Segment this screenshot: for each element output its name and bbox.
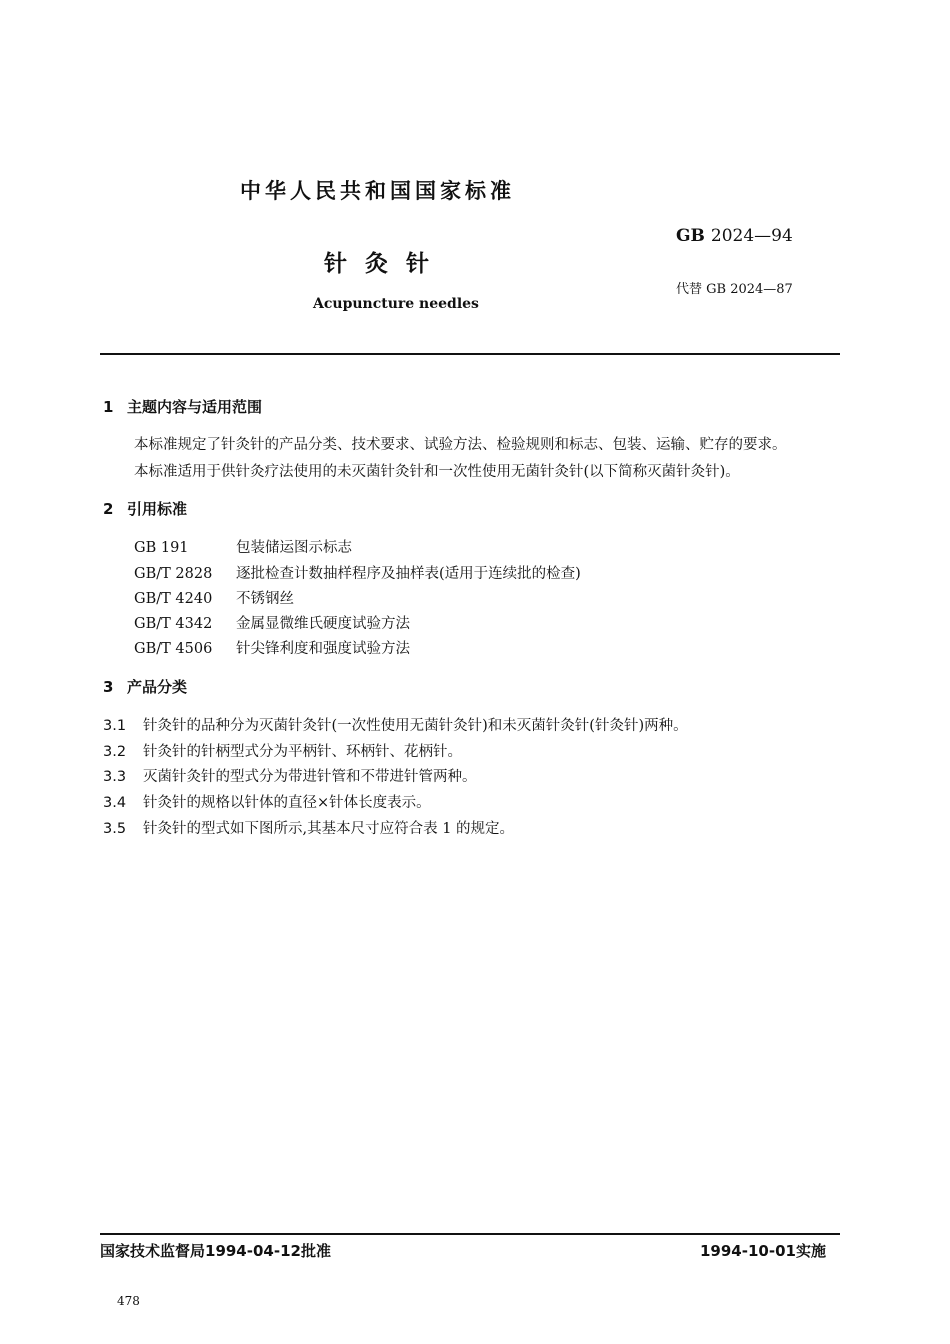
approval-note: 国家技术监督局1994-04-12批准 — [100, 1242, 331, 1260]
reference-item — [134, 612, 410, 633]
section-1-heading — [103, 396, 262, 417]
section-title: 产品分类 — [127, 678, 188, 696]
clause-text: 针灸针的针柄型式分为平柄针、环柄针、花柄针。 — [143, 744, 462, 760]
reference-item — [134, 637, 410, 658]
standard-code — [676, 226, 793, 246]
clause-number: 3.3 — [103, 769, 127, 785]
clause-text: 灭菌针灸针的型式分为带进针管和不带进针管两种。 — [143, 769, 477, 785]
section-number: 3 — [103, 678, 114, 696]
clause-item — [103, 817, 514, 838]
national-standard-title: 中华人民共和国国家标准 — [240, 179, 515, 203]
section-3-heading — [103, 676, 187, 697]
section-number: 2 — [103, 500, 114, 518]
section-1-paragraph: 本标准规定了针灸针的产品分类、技术要求、试验方法、检验规则和标志、包装、运输、贮存的要求。 — [134, 437, 787, 453]
section-number: 1 — [103, 398, 114, 416]
clause-item — [103, 740, 462, 761]
clause-item — [103, 791, 431, 812]
clause-text: 针灸针的规格以针体的直径×针体长度表示。 — [143, 795, 431, 811]
effective-date: 1994-10-01实施 — [700, 1242, 826, 1260]
standard-number: 2024—94 — [710, 226, 793, 246]
reference-item — [134, 562, 581, 583]
clause-number: 3.2 — [103, 744, 127, 760]
reference-title: 不锈钢丝 — [236, 591, 294, 607]
section-title: 主题内容与适用范围 — [127, 398, 263, 416]
clause-item — [103, 714, 688, 735]
page-number: 478 — [117, 1294, 140, 1308]
clause-text: 针灸针的品种分为灭菌针灸针(一次性使用无菌针灸针)和未灭菌针灸针(针灸针)两种。 — [143, 718, 688, 734]
reference-code: GB 191 — [134, 540, 189, 556]
section-1-paragraph: 本标准适用于供针灸疗法使用的未灭菌针灸针和一次性使用无菌针灸针(以下简称灭菌针灸针)。 — [134, 464, 740, 480]
clause-item — [103, 765, 477, 786]
document-title: 针灸针 — [324, 251, 447, 277]
reference-title: 金属显微维氏硬度试验方法 — [236, 616, 410, 632]
section-title: 引用标准 — [127, 500, 188, 518]
reference-code: GB/T 2828 — [134, 566, 213, 582]
reference-title: 包装储运图示标志 — [236, 540, 352, 556]
replaces-note: 代替 GB 2024—87 — [676, 282, 793, 297]
clause-text: 针灸针的型式如下图所示,其基本尺寸应符合表 1 的规定。 — [143, 821, 515, 837]
reference-item — [134, 536, 352, 557]
reference-title: 针尖锋利度和强度试验方法 — [236, 641, 410, 657]
standard-prefix: GB — [676, 226, 705, 246]
header-divider — [100, 353, 840, 355]
clause-number: 3.1 — [103, 718, 127, 734]
reference-code: GB/T 4240 — [134, 591, 213, 607]
footer-divider — [100, 1233, 840, 1235]
clause-number: 3.5 — [103, 821, 127, 837]
reference-item — [134, 587, 294, 608]
reference-code: GB/T 4342 — [134, 616, 213, 632]
english-title: Acupuncture needles — [313, 296, 479, 312]
reference-code: GB/T 4506 — [134, 641, 213, 657]
section-2-heading — [103, 498, 187, 519]
clause-number: 3.4 — [103, 795, 127, 811]
reference-title: 逐批检查计数抽样程序及抽样表(适用于连续批的检查) — [236, 566, 581, 582]
